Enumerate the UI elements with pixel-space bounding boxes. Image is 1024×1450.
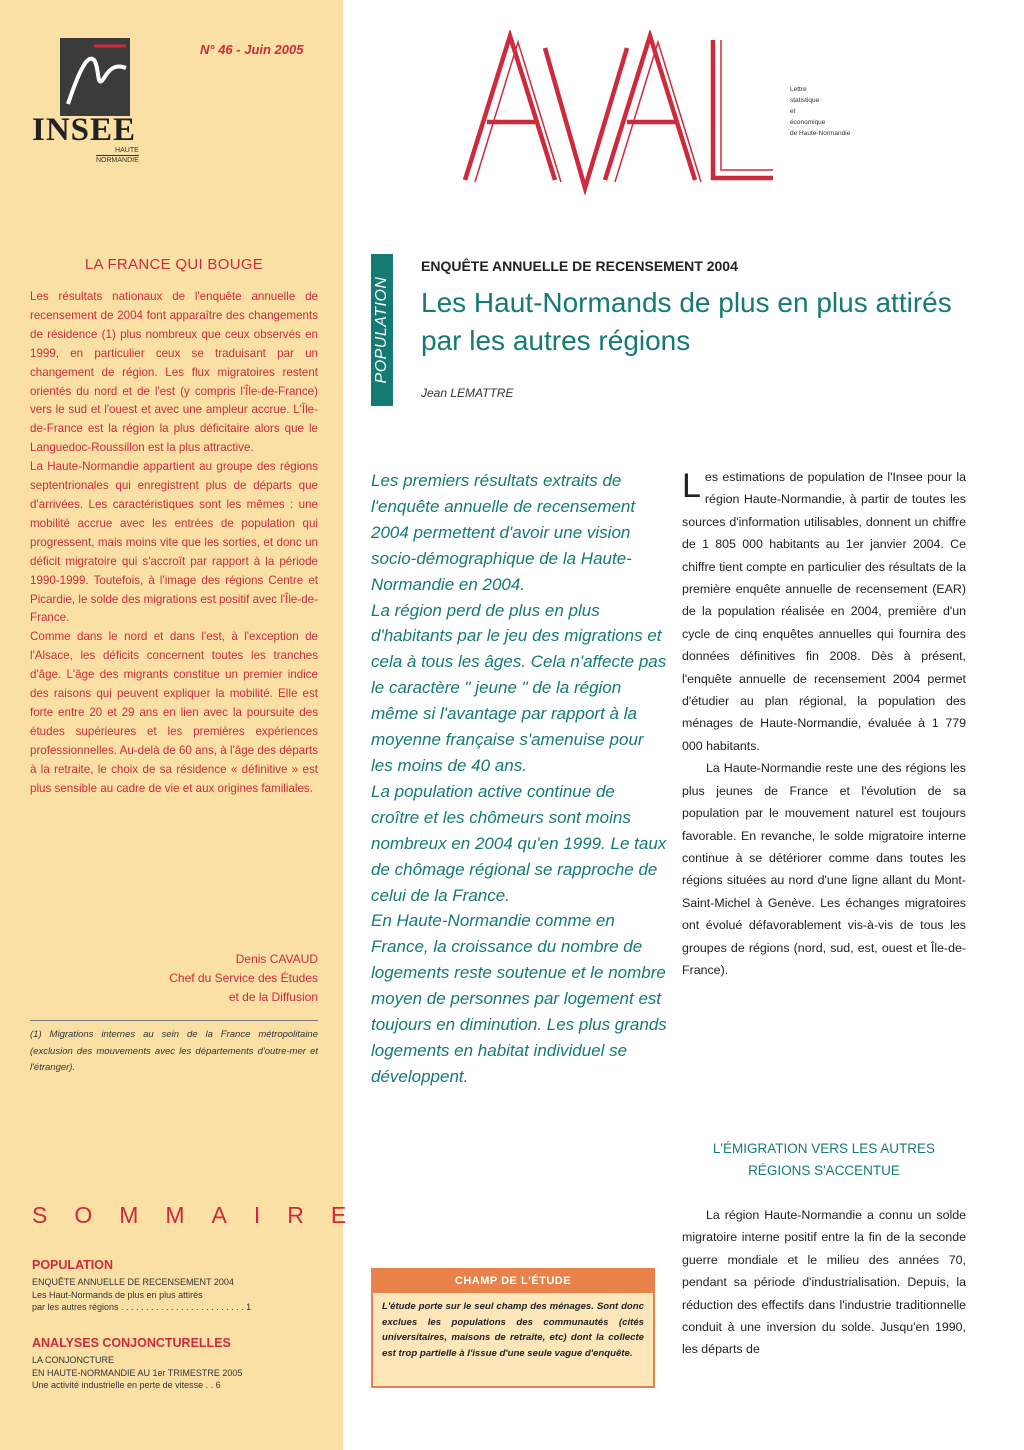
signature (30, 950, 318, 1007)
article-kicker: ENQUÊTE ANNUELLE DE RECENSEMENT 2004 (421, 258, 738, 274)
body-paragraph-text: es estimations de population de l'Insee pour la région Haute-Normandie, à partir de toutes les sources d'information utilisables, donnent un chiffre de 1 805 000 habitants au 1er janvier 2004. Ce chiffre tient compte en particulier des résultats de la première enquête annuelle de recensement (EAR) de la population réalisée en 2004, première d'un cycle de cinq enquêtes annuelles qui fournira des données définitives fin 2008. Dès à présent, l'enquête annuelle de recensement 2004 permet d'étudier au plan régional, la population des ménages de Haute-Normandie, évaluée à 1 779 000 habitants. (682, 470, 966, 753)
footnote-divider (30, 1020, 318, 1021)
drop-cap: L (682, 467, 701, 505)
sommaire-heading[interactable]: POPULATION (32, 1258, 114, 1272)
sommaire-line: LA CONJONCTURE (32, 1355, 115, 1365)
insee-region-line-1: HAUTE (115, 147, 139, 154)
tagline-line: Lettre (790, 86, 807, 93)
body-paragraph (682, 466, 966, 757)
sommaire-line: ENQUÊTE ANNUELLE DE RECENSEMENT 2004 (32, 1277, 234, 1287)
body-paragraph: La Haute-Normandie reste une des régions les plus jeunes de France et l'évolution de sa population par le mouvement naturel est toujours favorable. En revanche, le solde migratoire interne continue à se détériorer comme dans toutes les régions situées au nord d'une ligne allant du Mont-Saint-Michel à Genève. Les échanges migratoires ont évolué défavorablement vis-à-vis de tous les groupes de régions (nord, sud, est, ouest et Île-de-France). (682, 761, 966, 977)
insee-region (96, 146, 139, 165)
article-author: Jean LEMATTRE (421, 386, 514, 400)
sommaire-section-population (32, 1258, 322, 1314)
intro-paragraph: La région perd de plus en plus d'habitants par le jeu des migrations et cela à tous les âges. Cela n'affecte pas le caractère " jeune " de la région même si l'avantage par rapport à la moyenne française s'amenuise pour les moins de 40 ans. (371, 600, 667, 775)
tagline-line: statistique (790, 97, 820, 104)
study-scope-title: CHAMP DE L'ÉTUDE (373, 1270, 653, 1293)
article-intro (371, 468, 667, 1090)
insee-logo (60, 38, 130, 116)
section-label-text: POPULATION (373, 276, 390, 384)
aval-tagline (790, 84, 850, 139)
intro-paragraph: En Haute-Normandie comme en France, la croissance du nombre de logements reste soutenue et le nombre moyen de personnes par logement est toujours en diminution. Les plus grands logements en habitat individuel se développent. (371, 911, 667, 1086)
insee-region-line-2: NORMANDIE (96, 157, 139, 164)
sommaire-heading[interactable]: ANALYSES CONJONCTURELLES (32, 1336, 231, 1350)
aval-logo (455, 30, 785, 195)
subheading-line: RÉGIONS S'ACCENTUE (748, 1163, 900, 1178)
footnote: (1) Migrations internes au sein de la France métropolitaine (exclusion des mouvements avec les départements d'outre-mer et l'étranger). (30, 1029, 318, 1073)
sidebar-paragraph: Les résultats nationaux de l'enquête annuelle de recensement de 2004 font apparaître des changements de résidence (1) plus nombreux que ceux observés en 1999, en particulier ceux se traduisant par un changement de région. Les flux migratoires restent orientés du nord et de l'est (y compris l'Île-de-France) vers le sud et l'ouest et avec une ampleur accrue. L'Île-de-France est la région la plus déficitaire alors que le Languedoc-Roussillon est la plus attractive. (30, 290, 318, 455)
sommaire-line[interactable]: par les autres régions . . . . . . . . . . . . . . . . . . . . . . . . . 1 (32, 1302, 252, 1312)
sidebar-paragraph: La Haute-Normandie appartient au groupe des régions septentrionales qui enregistrent plus de départs que d'arrivées. Les caractéristiques sont les mêmes : une mobilité accrue avec les entrées de population qui progressent, mais moins vite que les sorties, et donc un déficit migratoire qui s'accroît par rapport à la période 1990-1999. Toutefois, à l'image des régions Centre et Picardie, le solde des migrations est positif avec l'Île-de-France. (30, 460, 318, 625)
sidebar-paragraph: Comme dans le nord et dans l'est, à l'exception de l'Alsace, les déficits concernent toutes les tranches d'âge. L'âge des migrants constitue un premier indice des raisons qui peuvent expliquer la mobilité. Elle est forte entre 20 et 29 ans en lien avec la poursuite des études supérieures et les premières expériences professionnelles. Au-delà de 60 ans, à l'âge des départs à la retraite, le choix de sa résidence « définitive » est plus sensible au cadre de vie et aux origines familiales. (30, 630, 318, 795)
sommaire-section-conjoncture (32, 1336, 322, 1392)
tagline-line: et (790, 108, 796, 115)
intro-paragraph: Les premiers résultats extraits de l'enquête annuelle de recensement 2004 permettent d'avoir une vision socio-démographique de la Haute-Normandie en 2004. (371, 471, 636, 594)
study-scope-box (371, 1268, 655, 1388)
article-headline: Les Haut-Normands de plus en plus attirés par les autres régions (421, 287, 952, 356)
sommaire-title: SOMMAIRE (32, 1202, 374, 1228)
sommaire-line[interactable]: Une activité industrielle en perte de vitesse . . 6 (32, 1380, 221, 1390)
sommaire-line: EN HAUTE-NORMANDIE AU 1er TRIMESTRE 2005 (32, 1367, 243, 1378)
insee-logo-mark (60, 38, 130, 116)
insee-wordmark: INSEE (32, 112, 137, 148)
signature-role: Chef du Service des Études (169, 971, 318, 985)
article-subheading (682, 1138, 966, 1182)
article-body (682, 466, 966, 981)
tagline-line: de Haute-Normandie (790, 130, 851, 137)
article-body-continued (682, 1204, 966, 1361)
issue-number: N° 46 - Juin 2005 (200, 42, 304, 57)
signature-name: Denis CAVAUD (235, 952, 318, 966)
study-scope-text: L'étude porte sur le seul champ des ménages. Sont donc exclues les populations des communautés (cités universitaires, maisons de retraite, etc) dont la collecte est trop partielle à l'issue d'une seule vague d'enquête. (382, 1301, 644, 1359)
section-label (371, 254, 393, 406)
sidebar-editorial (30, 288, 318, 798)
sommaire-line[interactable]: Les Haut-Normands de plus en plus attirés (32, 1289, 203, 1300)
intro-paragraph: La population active continue de croître et les chômeurs sont moins nombreux en 2004 qu'en 1999. Le taux de chômage régional se rapproche de celui de la France. (371, 781, 667, 905)
body-paragraph: La région Haute-Normandie a connu un solde migratoire interne positif entre la fin de la seconde guerre mondiale et le milieu des années 70, pendant sa période d'industrialisation. Depuis, la réduction des effectifs dans l'industrie traditionnelle conduit à une inversion du solde. Jusqu'en 1990, les départs de (682, 1208, 966, 1357)
signature-role: et de la Diffusion (228, 990, 318, 1004)
tagline-line: économique (790, 119, 826, 126)
sidebar-title: LA FRANCE QUI BOUGE (84, 256, 264, 273)
subheading-line: L'ÉMIGRATION VERS LES AUTRES (712, 1141, 936, 1156)
